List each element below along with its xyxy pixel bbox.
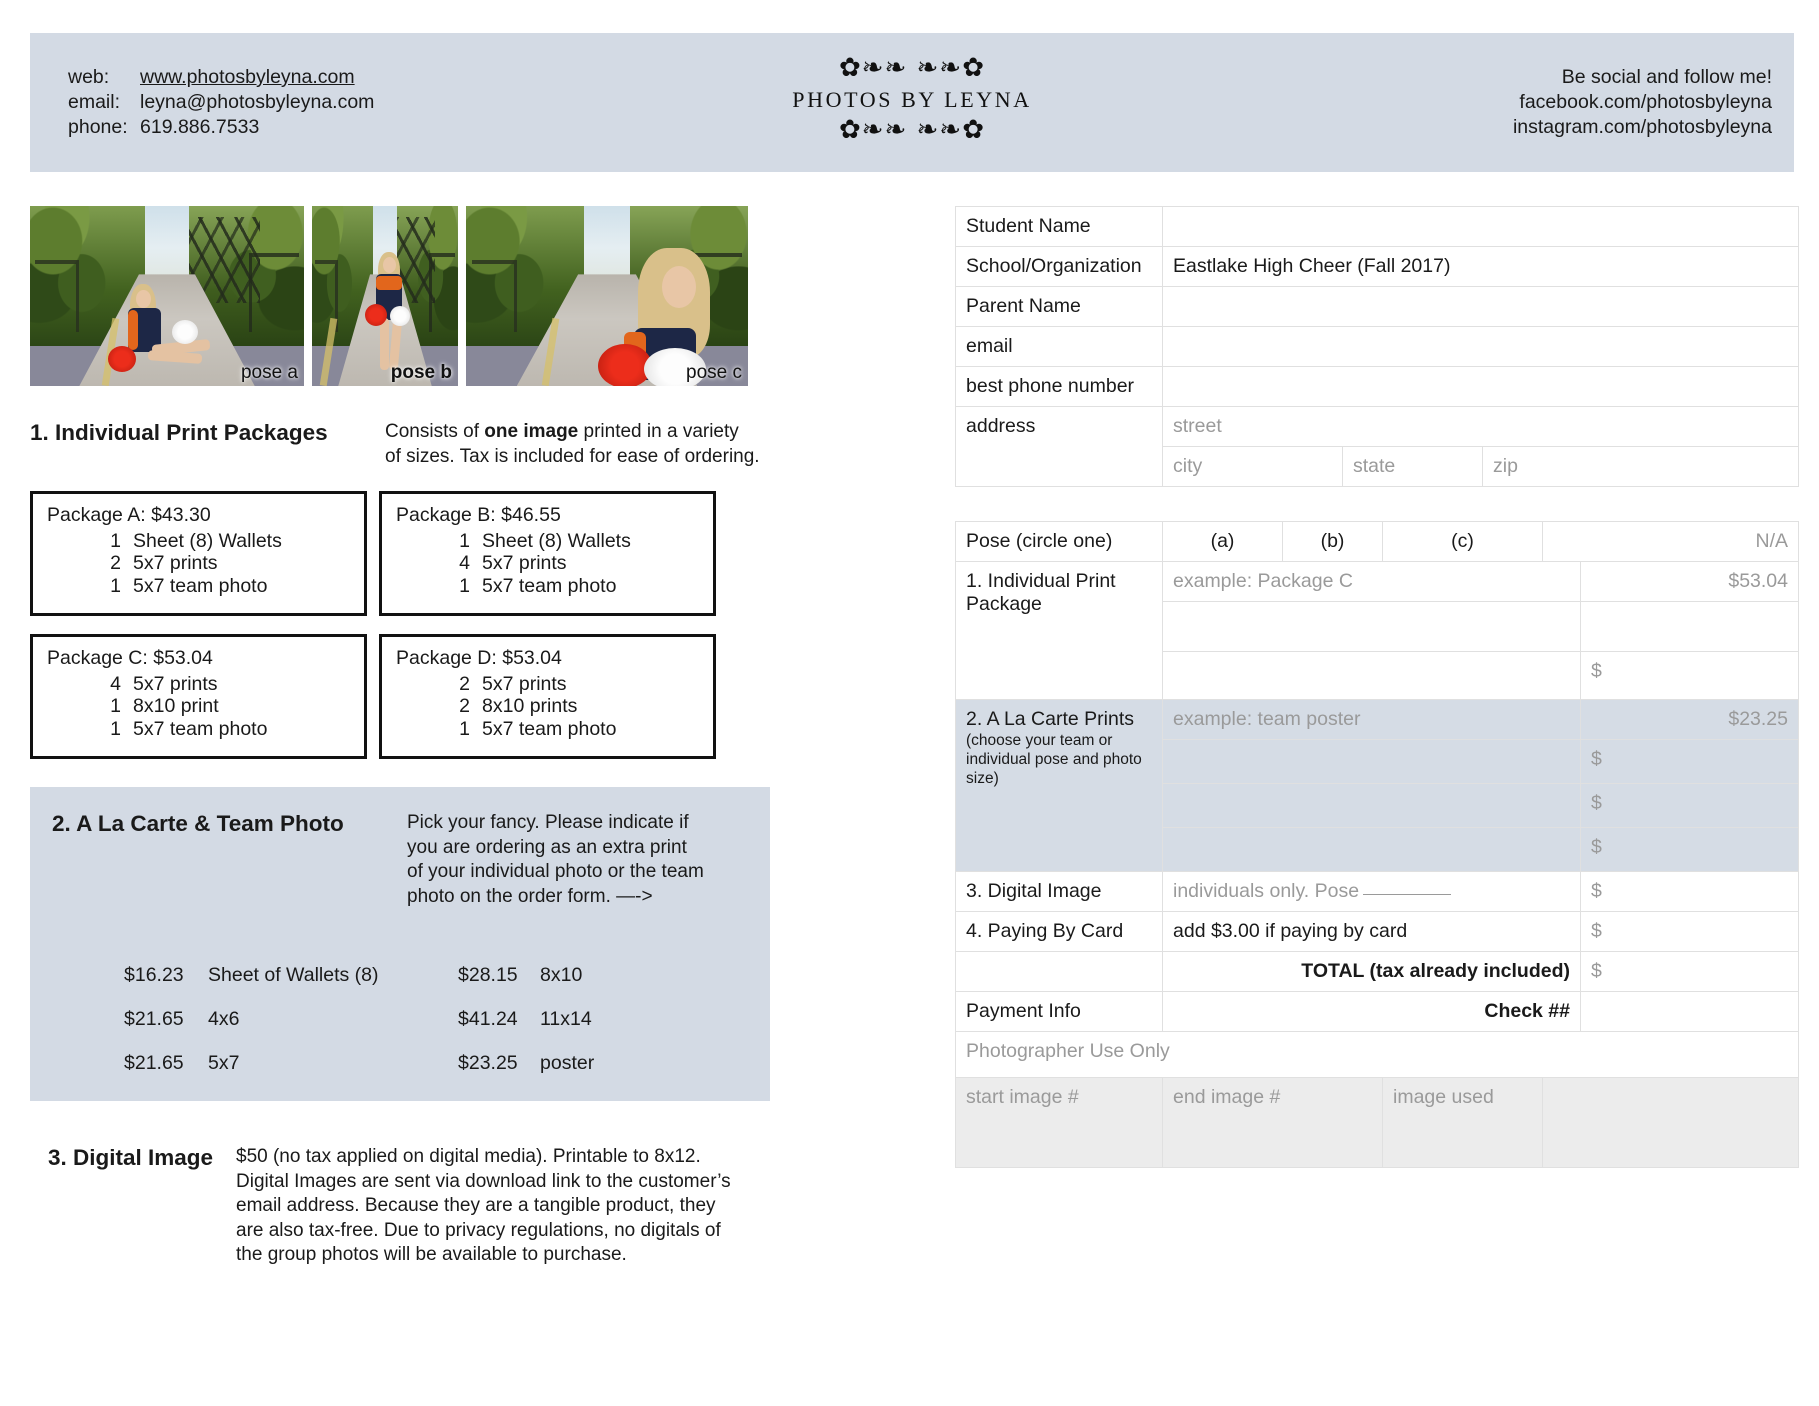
pose-c-caption: pose c [686,362,742,383]
label-paying-by-card: 4. Paying By Card [956,912,1163,952]
pose-blank-field[interactable] [1363,894,1451,895]
order-form-table [955,521,1799,1168]
label-photographer-use-only: Photographer Use Only [956,1032,1799,1078]
flourish-top-icon: ✿❧❧ ❧❧✿ [839,53,985,83]
qty: 1 [459,717,470,740]
desc: 5x7 team photo [482,717,617,740]
item-left-2: 4x6 [208,1008,240,1030]
input-address-state[interactable]: state [1343,447,1483,487]
qty: 1 [110,529,121,552]
package-b-item-3 [396,575,699,598]
qty: 1 [459,574,470,597]
label-best-phone-number: best phone number [956,367,1163,407]
item-left-1: Sheet of Wallets (8) [208,964,379,986]
label-school-organization: School/Organization [956,247,1163,287]
contact-label-email: email: [68,91,121,113]
label-check-number: Check ## [1163,992,1581,1032]
qty: 2 [110,552,121,574]
desc: 5x7 prints [133,552,218,574]
pose-b-caption: pose b [390,362,452,383]
a-la-carte-price-list [124,964,748,1075]
website-link[interactable]: www.photosbyleyna.com [140,66,355,88]
label-student-name: Student Name [956,207,1163,247]
desc: 5x7 prints [133,672,218,695]
label-pose: Pose (circle one) [956,522,1163,562]
item-left-3: 5x7 [208,1052,240,1074]
desc: Sheet (8) Wallets [133,529,282,552]
input-address-city[interactable]: city [1163,447,1343,487]
section1-description [385,420,760,469]
section-a-la-carte [30,787,770,1101]
table-row-photographer-header [956,1032,1799,1078]
package-a-item-3 [47,575,350,598]
dollar-sign-icon: $ [1581,828,1799,872]
qty: 1 [459,529,470,552]
desc: 5x7 team photo [482,574,617,597]
package-d-item-1 [396,673,699,696]
price-right-2: $41.24 [458,1008,518,1030]
input-individual-package-desc[interactable] [1163,602,1581,652]
package-c-item-1 [47,673,350,696]
input-best-phone-number[interactable] [1163,367,1799,407]
dollar-sign-icon: $ [1581,872,1799,912]
section3-description: $50 (no tax applied on digital media). Printable to 8x12. Digital Images are sent via download link to the customer’s email address. Because they are a tangible product, they are also tax-free. Due to privacy regulations, no digitals of the group photos will be available to purchase. [236,1146,731,1265]
dollar-sign-icon: $ [1581,952,1799,992]
package-b-item-2 [396,552,699,575]
section2-title: 2. A La Carte & Team Photo [52,811,344,836]
item-right-3: poster [540,1052,595,1074]
label-main: 2. A La Carte Prints [966,708,1135,730]
dollar-sign-icon: $ [1581,740,1799,784]
package-c-box[interactable] [30,634,367,759]
desc: 8x10 print [133,695,219,717]
qty: 4 [459,552,470,574]
dollar-sign-icon: $ [1581,784,1799,828]
customer-info-table [955,206,1799,487]
section2-header [52,811,748,909]
figure-pose-a [108,284,218,376]
input-student-name[interactable] [1163,207,1799,247]
item-right-1: 8x10 [540,964,583,986]
package-c-item-3 [47,718,350,741]
desc: 8x10 prints [482,695,578,717]
price-right-1: $28.15 [458,964,518,986]
note-text: individuals only. Pose [1173,880,1360,902]
package-b-box[interactable] [379,491,716,616]
package-c-title: Package C: $53.04 [47,647,213,669]
social-block [1513,65,1772,140]
price-left-1: $16.23 [124,964,184,986]
table-row [956,287,1799,327]
section-individual-print-packages [30,420,770,469]
pose-b-photo [312,206,458,386]
price-left-3: $21.65 [124,1052,184,1074]
example-a-la-carte-price: $23.25 [1581,700,1799,740]
table-row [956,247,1799,287]
dollar-sign-icon: $ [1581,912,1799,952]
contact-row-email [68,90,374,115]
section-digital-image [30,1145,770,1268]
label-parent-name: Parent Name [956,287,1163,327]
package-a-title: Package A: $43.30 [47,504,211,526]
pose-thumbnail-strip [30,206,770,386]
table-row-payment-info [956,992,1799,1032]
table-row-photographer-fields [956,1078,1799,1168]
note-paying-by-card: add $3.00 if paying by card [1163,912,1581,952]
label-a-la-carte-prints [956,700,1163,872]
section1-desc-line2: of sizes. Tax is included for ease of ordering. [385,445,760,467]
cell-spacer [956,952,1163,992]
qty: 2 [459,672,470,695]
social-tagline: Be social and follow me! [1561,66,1772,88]
brand-name: PHOTOS BY LEYNA [792,87,1032,112]
label-sub: (choose your team or individual pose and photo size) [966,732,1142,787]
desc: 5x7 prints [482,552,567,574]
table-row-individual-print-package [956,562,1799,602]
input-end-image-number[interactable]: end image # [1163,1078,1383,1168]
input-a-la-carte-desc-1[interactable] [1163,740,1581,784]
right-column [955,206,1798,1168]
price-left-2: $21.65 [124,1008,184,1030]
table-row-pose [956,522,1799,562]
table-row-total [956,952,1799,992]
contact-row-phone [68,115,374,140]
email-address[interactable]: leyna@photosbyleyna.com [140,91,375,113]
input-individual-package-desc-2[interactable] [1163,652,1581,700]
label-line2: Package [966,593,1042,615]
package-a-box[interactable] [30,491,367,616]
table-row [956,327,1799,367]
cell-spacer [1581,602,1799,652]
flourish-bottom-icon: ✿❧❧ ❧❧✿ [839,115,985,145]
package-d-box[interactable] [379,634,716,759]
note-digital-image [1163,872,1581,912]
input-address-street[interactable]: street [1163,407,1799,447]
brand-logo [702,55,1122,143]
package-d-item-2 [396,695,699,718]
pose-a-caption: pose a [240,362,298,383]
package-grid [30,491,770,759]
input-address-zip[interactable]: zip [1483,447,1799,487]
package-c-item-2 [47,695,350,718]
contact-label-phone: phone: [68,116,128,138]
package-d-item-3 [396,718,699,741]
label-email: email [956,327,1163,367]
page-header [30,33,1794,172]
qty: 1 [110,574,121,597]
input-parent-name[interactable] [1163,287,1799,327]
label-individual-print-package [956,562,1163,700]
section1-desc-post: printed in a variety [578,421,739,442]
table-row-digital-image [956,872,1799,912]
desc: 5x7 prints [482,672,567,695]
contact-row-web [68,65,374,90]
pose-option-b[interactable]: (b) [1283,522,1383,562]
qty: 2 [459,695,470,717]
package-d-title: Package D: $53.04 [396,647,562,669]
left-column [30,206,770,1268]
label-address: address [956,407,1163,487]
photo-scene-a [30,206,304,386]
photo-scene-b [312,206,458,386]
pose-na-label: N/A [1543,522,1799,562]
label-total: TOTAL (tax already included) [1163,952,1581,992]
qty: 1 [110,717,121,740]
section1-desc-pre: Consists of [385,421,485,442]
photo-scene-c [466,206,748,386]
contact-label-web: web: [68,66,110,88]
input-start-image-number[interactable]: start image # [956,1078,1163,1168]
package-b-title: Package B: $46.55 [396,504,561,526]
example-individual-package: example: Package C [1163,562,1581,602]
desc: 5x7 team photo [133,717,268,740]
desc: 5x7 team photo [133,574,268,597]
price-right-3: $23.25 [458,1052,518,1074]
label-payment-info: Payment Info [956,992,1163,1032]
contact-block [68,65,374,140]
package-a-item-1 [47,530,350,553]
pose-c-photo [466,206,748,386]
table-row-a-la-carte [956,700,1799,740]
section1-title: 1. Individual Print Packages [30,420,328,445]
figure-pose-b [364,252,416,376]
section3-title: 3. Digital Image [48,1145,214,1170]
input-a-la-carte-desc-2[interactable] [1163,784,1581,828]
table-row [956,367,1799,407]
item-right-2: 11x14 [540,1008,592,1030]
example-a-la-carte: example: team poster [1163,700,1581,740]
package-a-item-2 [47,552,350,575]
section2-description: Pick your fancy. Please indicate if you are ordering as an extra print of your individual photo or the team photo on the order form. —-> [407,812,704,907]
table-row-paying-by-card [956,912,1799,952]
input-check-number[interactable] [1581,992,1799,1032]
qty: 4 [110,672,121,695]
input-school-organization[interactable]: Eastlake High Cheer (Fall 2017) [1163,247,1799,287]
cell-spacer [1543,1078,1799,1168]
desc: Sheet (8) Wallets [482,529,631,552]
input-image-used[interactable]: image used [1383,1078,1543,1168]
table-row [956,207,1799,247]
label-line1: 1. Individual Print [966,570,1116,592]
input-email[interactable] [1163,327,1799,367]
instagram-handle[interactable]: instagram.com/photosbyleyna [1512,116,1772,138]
qty: 1 [110,695,121,717]
phone-number: 619.886.7533 [140,116,260,138]
pose-option-c[interactable]: (c) [1383,522,1543,562]
dollar-sign-icon: $ [1581,652,1799,700]
input-a-la-carte-desc-3[interactable] [1163,828,1581,872]
example-individual-package-price: $53.04 [1581,562,1799,602]
section1-desc-bold: one image [484,421,579,442]
pose-a-photo [30,206,304,386]
label-digital-image: 3. Digital Image [956,872,1163,912]
facebook-handle[interactable]: facebook.com/photosbyleyna [1519,91,1772,113]
package-b-item-1 [396,530,699,553]
pose-option-a[interactable]: (a) [1163,522,1283,562]
table-row [956,407,1799,447]
